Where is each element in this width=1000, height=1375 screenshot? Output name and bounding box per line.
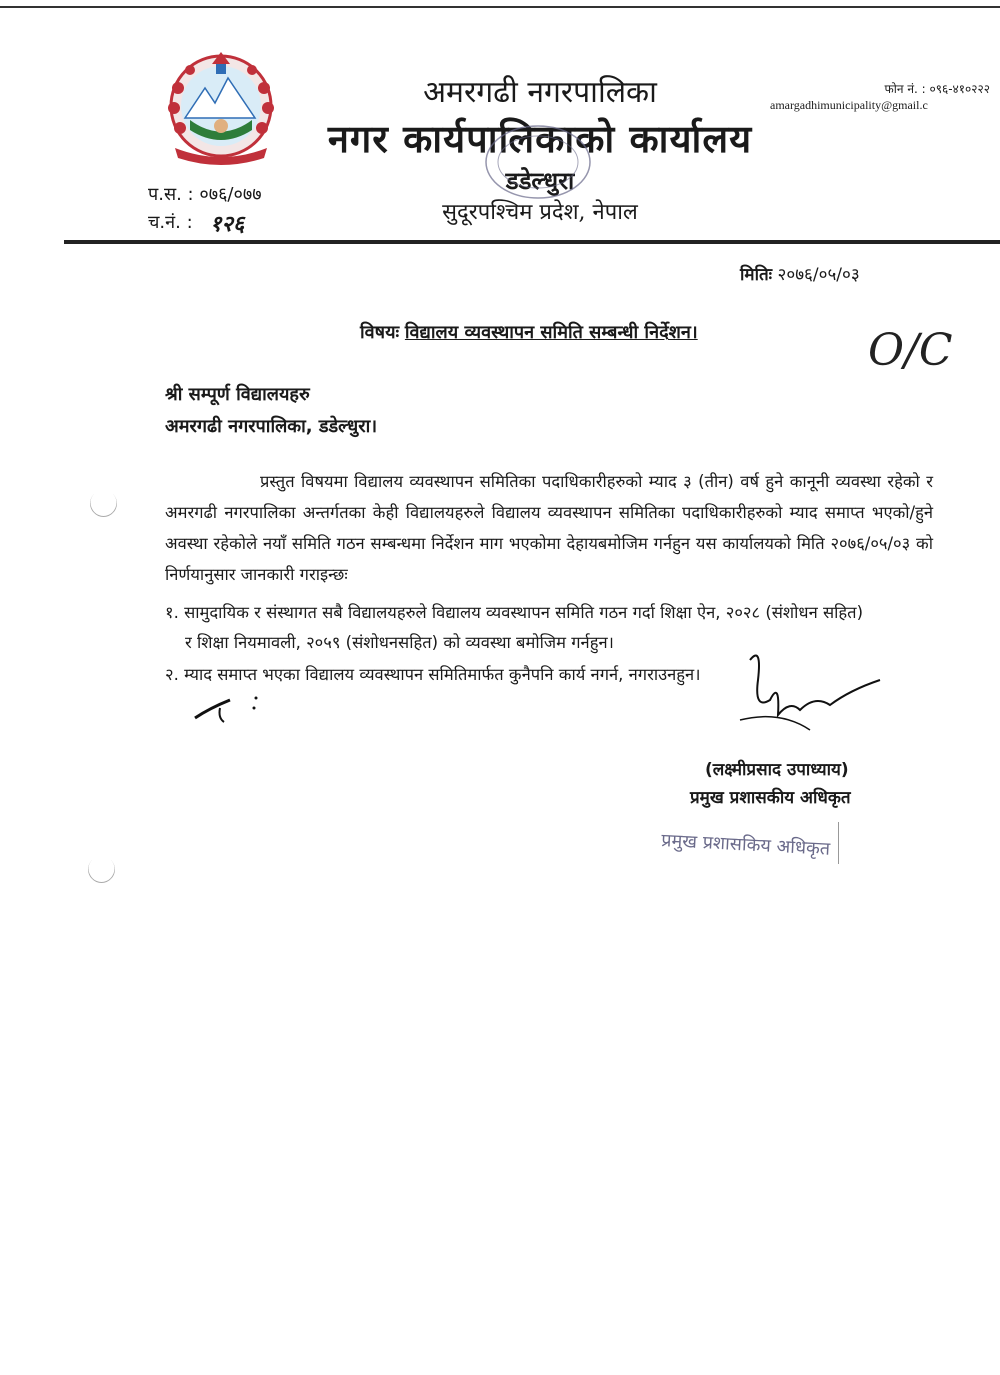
header-divider bbox=[64, 240, 1000, 244]
body-paragraph bbox=[165, 466, 933, 590]
instruction-item-2: २. म्याद समाप्त भएका विद्यालय व्यवस्थापन समितिमार्फत कुनैपनि कार्य नगर्न, नगराउनहुन। bbox=[165, 665, 701, 684]
instruction-item-1-line-2: र शिक्षा नियमावली, २०५९ (संशोधनसहित) को व्यवस्था बमोजिम गर्नहुन। bbox=[185, 633, 614, 652]
designation-stamp: प्रमुख प्रशासकिय अधिकृत bbox=[660, 829, 831, 860]
subject-line bbox=[360, 320, 698, 344]
office-seal-stamp-icon bbox=[478, 120, 598, 210]
punch-hole-mark bbox=[82, 850, 120, 888]
instruction-item-1-line-1: १. सामुदायिक र संस्थागत सबै विद्यालयहरुले विद्यालय व्यवस्थापन समिति गठन गर्दा शिक्षा ऐन, २०२८ (संशोधन सहित) bbox=[165, 603, 864, 622]
province-name: सुदूरपश्चिम प्रदेश, नेपाल bbox=[442, 200, 638, 225]
body-text: प्रस्तुत विषयमा विद्यालय व्यवस्थापन समितिका पदाधिकारीहरुको म्याद ३ (तीन) वर्ष हुने कानूनी व्यवस्था रहेको र अमरगढी नगरपालिका अन्तर्गतका केही विद्यालयहरुले विद्यालय व्यवस्थापन समितिका पदाधिकारीहरुको म्याद समाप्त भएको/हुने अवस्था रहेकोले नयाँ समिति गठन सम्बन्धमा निर्देशन माग भएकोमा देहायबमोजिम गर्नहुन यस कार्यालयको मिति २०७६/०५/०३ को निर्णयानुसार जानकारी गराइन्छः bbox=[165, 472, 933, 584]
recipient-line-2: अमरगढी नगरपालिका, डडेल्धुरा। bbox=[165, 416, 378, 437]
signature-icon bbox=[720, 640, 900, 750]
signatory-name: (लक्ष्मीप्रसाद उपाध्याय) bbox=[705, 760, 849, 780]
recipient-line-1: श्री सम्पूर्ण विद्यालयहरु bbox=[165, 384, 310, 405]
date-label: मितिः bbox=[740, 265, 773, 285]
top-edge-line bbox=[0, 6, 1000, 8]
district-name: डडेल्धुरा bbox=[505, 166, 575, 195]
punch-hole-mark bbox=[84, 484, 122, 522]
chalan-number-handwritten: १२६ bbox=[210, 211, 245, 237]
subject-label: विषयः bbox=[360, 322, 400, 343]
handwritten-mark-icon bbox=[190, 688, 270, 728]
office-name: नगर कार्यपालिकाको कार्यालय bbox=[327, 116, 753, 161]
phone-number: फोन नं. : ०९६-४१०२२२ bbox=[884, 82, 990, 96]
municipality-name: अमरगढी नगरपालिका bbox=[423, 75, 657, 110]
fiscal-year-ref: प.स. : ०७६/०७७ bbox=[148, 184, 262, 205]
email-address: amargadhimunicipality@gmail.c bbox=[770, 98, 928, 112]
signatory-title: प्रमुख प्रशासकीय अधिकृत bbox=[690, 788, 851, 808]
chalan-label: च.नं. : bbox=[148, 212, 193, 233]
subject-text: विद्यालय व्यवस्थापन समिति सम्बन्धी निर्देशन। bbox=[404, 322, 698, 343]
stamp-border-line bbox=[838, 822, 839, 864]
letter-date bbox=[740, 262, 860, 285]
date-value: २०७६/०५/०३ bbox=[777, 265, 860, 285]
nepal-emblem-icon bbox=[160, 48, 282, 166]
handwritten-oc-note: O/C bbox=[868, 325, 953, 376]
